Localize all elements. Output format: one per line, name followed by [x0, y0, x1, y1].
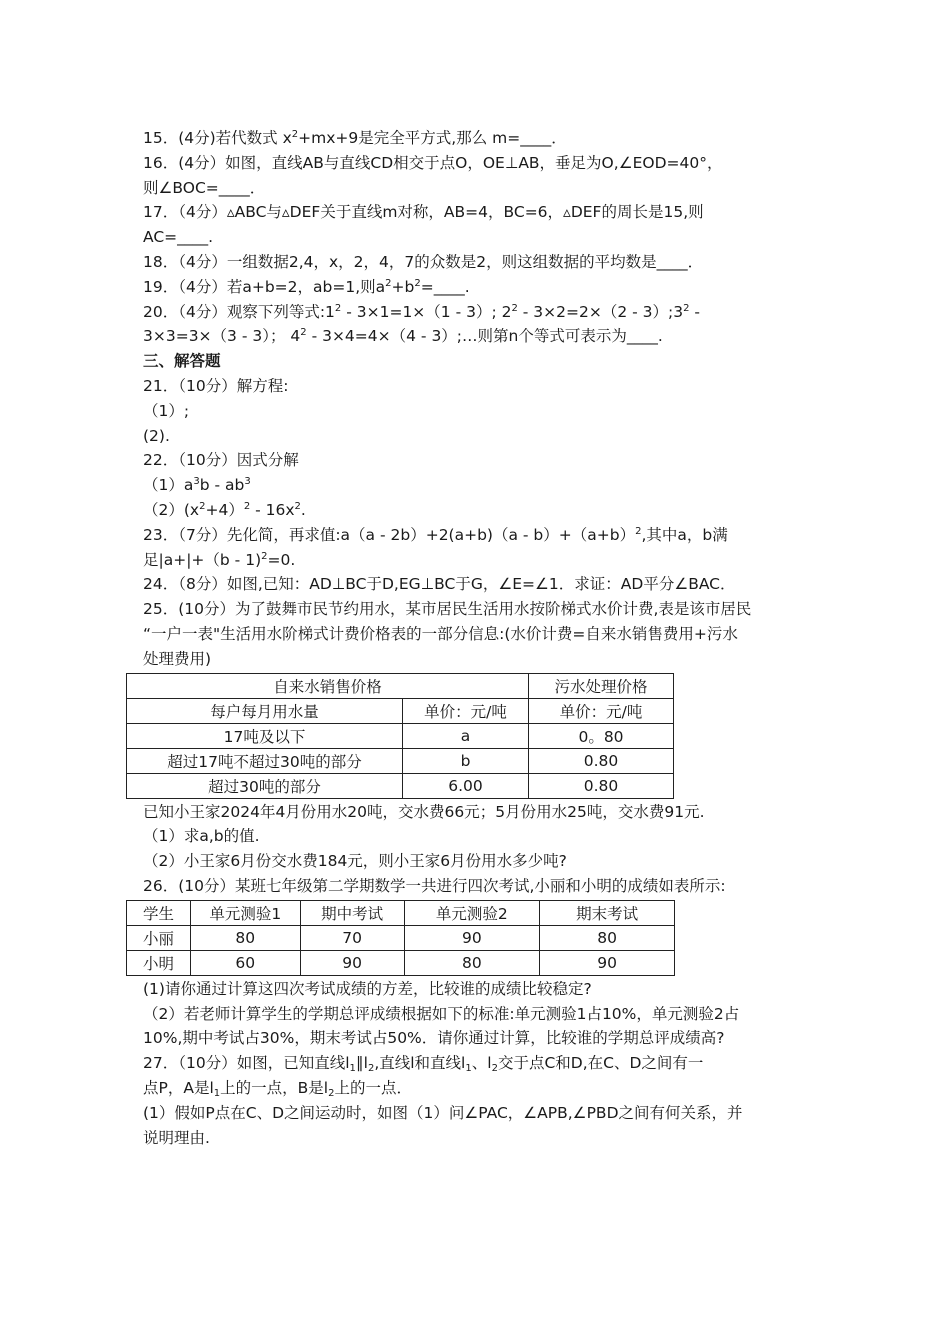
- table-cell: a: [403, 723, 529, 748]
- question-27-part1-line2: 说明理由.: [143, 1128, 210, 1147]
- table-cell: 6.00: [403, 773, 529, 798]
- q15-text: 15．(4分)若代数式 x: [143, 129, 292, 147]
- question-18: 18．（4分）一组数据2,4，x，2，4，7的众数是2，则这组数据的平均数是____．: [143, 252, 704, 271]
- table-cell: 0。80: [529, 723, 674, 748]
- q19-text: =____.: [420, 277, 470, 296]
- table-header: 期中考试: [300, 900, 404, 925]
- scores-table: [126, 900, 675, 976]
- q23-text: 23．（7分）先化简，再求值:a（a - 2b）+2(a+b)（a - b）+（a+b）: [143, 525, 636, 544]
- question-15: [143, 126, 813, 151]
- table-cell: 60: [190, 950, 300, 975]
- q20-text: 3×3=3×（3 - 3）； 4: [143, 327, 301, 346]
- question-20-line1: [143, 300, 813, 325]
- table-cell: 17吨及以下: [127, 723, 403, 748]
- table-cell: 90: [540, 950, 675, 975]
- superscript: 2: [243, 500, 251, 512]
- q15-text: +mx+9是完全平方式,那么 m=____．: [298, 129, 567, 147]
- question-20-line2: [143, 324, 813, 349]
- table-cell: 超过17吨不超过30吨的部分: [127, 748, 403, 773]
- water-price-table: [126, 673, 674, 799]
- section-heading: 三、解答题: [143, 352, 221, 371]
- superscript: 2: [635, 525, 642, 537]
- table-header: 学生: [127, 900, 191, 925]
- q27-text: 点P，A是l: [143, 1078, 214, 1097]
- q19-text: 19．（4分）若a+b=2，ab=1,则a: [143, 277, 386, 296]
- table-header: 单元测验2: [404, 900, 540, 925]
- question-25-known: 已知小王家2024年4月份用水20吨，交水费66元；5月份用水25吨，交水费91元.: [143, 802, 705, 821]
- question-25-line3: 处理费用): [143, 649, 212, 668]
- subscript: 2: [491, 1063, 498, 1075]
- exam-page: [143, 126, 813, 1150]
- q27-text: 上的一点，B是l: [220, 1078, 329, 1097]
- question-17-line1: 17．（4分）▵ABC与▵DEF关于直线m对称，AB=4，BC=6，▵DEF的周长是15,则: [143, 203, 704, 222]
- question-24: 24．（8分）如图,已知：AD⊥BC于D,EG⊥BC于G，∠E=∠1．求证：AD平分∠BAC．: [143, 575, 736, 594]
- question-17-line2: AC=____.: [143, 228, 214, 247]
- q22-text: - 16x: [250, 500, 295, 519]
- q27-text: 、l: [471, 1054, 492, 1073]
- table-cell: 90: [300, 950, 404, 975]
- question-26-part2-line1: （2）若老师计算学生的学期总评成绩根据如下的标准:单元测验1占10%，单元测验2占: [143, 1004, 740, 1023]
- question-27-line1: [143, 1051, 813, 1076]
- subscript: 2: [328, 1087, 335, 1099]
- superscript: 2: [291, 129, 299, 140]
- question-16-line2: 则∠BOC=____．: [143, 178, 266, 197]
- table-row: [127, 673, 674, 698]
- q22-text: .: [300, 500, 306, 519]
- question-26-part1: (1)请你通过计算这四次考试成绩的方差，比较谁的成绩比较稳定?: [143, 979, 592, 998]
- q23-text: ,其中a，b满: [641, 525, 728, 544]
- table-row: [127, 698, 674, 723]
- question-27-line2: [143, 1076, 813, 1101]
- question-23-line1: [143, 523, 813, 548]
- table-cell: 小丽: [127, 925, 191, 950]
- table-header: 期末考试: [540, 900, 675, 925]
- question-27-part1-line1: (1）假如P点在C、D之间运动时，如图（1）问∠PAC，∠APB,∠PBD之间有何关系，并: [143, 1103, 743, 1122]
- subscript: 1: [465, 1063, 472, 1075]
- question-22-part1: [143, 473, 813, 498]
- table-cell: 超过30吨的部分: [127, 773, 403, 798]
- table-row: [127, 748, 674, 773]
- table-row: [127, 950, 675, 975]
- question-21-part2: (2).: [143, 426, 170, 445]
- table-cell: 0.80: [529, 748, 674, 773]
- table-cell: 自来水销售价格: [127, 673, 529, 698]
- superscript: 2: [300, 327, 307, 339]
- question-22-title: 22．（10分）因式分解: [143, 451, 299, 470]
- table-cell: 单价：元/吨: [529, 698, 674, 723]
- superscript: 3: [193, 476, 200, 488]
- question-25-line1: 25．(10分）为了鼓舞市民节约用水，某市居民生活用水按阶梯式水价计费,表是该市居民: [143, 600, 752, 619]
- subscript: 2: [367, 1063, 375, 1075]
- table-cell: 70: [300, 925, 404, 950]
- table-cell: 80: [190, 925, 300, 950]
- superscript: 2: [683, 302, 690, 314]
- q27-text: 交于点C和D,在C、D之间有一: [497, 1054, 704, 1073]
- subscript: 1: [349, 1063, 356, 1075]
- table-cell: 污水处理价格: [529, 673, 674, 698]
- superscript: 2: [294, 500, 301, 512]
- table-cell: 每户每月用水量: [127, 698, 403, 723]
- question-21-title: 21．（10分）解方程:: [143, 376, 289, 395]
- q23-text: 足|a+|+（b - 1): [143, 550, 262, 569]
- table-cell: 0.80: [529, 773, 674, 798]
- table-row: [127, 900, 675, 925]
- question-26-title: 26．(10分）某班七年级第二学期数学一共进行四次考试,小丽和小明的成绩如表所示:: [143, 876, 726, 895]
- superscript: 2: [199, 500, 206, 512]
- q22-text: （2）(x: [143, 500, 200, 519]
- superscript: 2: [511, 302, 518, 314]
- q22-text: +4）: [205, 500, 244, 519]
- q20-text: - 3×4=4×（4 - 3）;…则第n个等式可表示为____.: [306, 327, 663, 346]
- subscript: 1: [213, 1087, 221, 1099]
- q27-text: 27．（10分）如图，已知直线l: [143, 1054, 350, 1073]
- superscript: 2: [385, 277, 392, 289]
- q20-text: - 3×1=1×（1 - 3）; 2: [341, 302, 512, 321]
- q22-text: （1）a: [143, 476, 194, 495]
- table-row: [127, 773, 674, 798]
- table-row: [127, 723, 674, 748]
- superscript: 2: [414, 277, 421, 289]
- question-25-part2: （2）小王家6月份交水费184元，则小王家6月份用水多少吨?: [143, 852, 567, 871]
- question-19: [143, 275, 813, 300]
- superscript: 2: [334, 302, 342, 314]
- question-23-line2: [143, 548, 813, 573]
- question-16-line1: 16．(4分）如图，直线AB与直线CD相交于点O，OE⊥AB，垂足为O,∠EOD=40°，: [143, 153, 723, 172]
- q23-text: =0.: [267, 550, 296, 569]
- table-cell: 小明: [127, 950, 191, 975]
- table-row: [127, 925, 675, 950]
- q20-text: -: [689, 302, 701, 321]
- table-cell: 90: [404, 925, 540, 950]
- q22-text: b - ab: [199, 476, 245, 495]
- table-cell: 80: [404, 950, 540, 975]
- q20-text: 20．（4分）观察下列等式:1: [143, 302, 335, 321]
- question-26-part2-line2: 10%,期中考试占30%，期末考试占50%．请你通过计算，比较谁的学期总评成绩高?: [143, 1029, 725, 1048]
- table-cell: 单价：元/吨: [403, 698, 529, 723]
- table-header: 单元测验1: [190, 900, 300, 925]
- table-cell: 80: [540, 925, 675, 950]
- q20-text: - 3×2=2×（2 - 3）;3: [517, 302, 684, 321]
- question-25-part1: （1）求a,b的值.: [143, 827, 260, 846]
- superscript: 3: [244, 476, 251, 488]
- q27-text: ∥l: [355, 1054, 368, 1073]
- table-cell: b: [403, 748, 529, 773]
- superscript: 2: [261, 550, 268, 562]
- q27-text: ,直线l和直线l: [374, 1054, 466, 1073]
- question-21-part1: （1）;: [143, 401, 190, 420]
- q19-text: +b: [391, 277, 415, 296]
- q27-text: 上的一点．: [334, 1078, 412, 1097]
- question-22-part2: [143, 498, 813, 523]
- question-25-line2: “一户一表"生活用水阶梯式计费价格表的一部分信息:(水价计费=自来水销售费用+污水: [143, 624, 738, 643]
